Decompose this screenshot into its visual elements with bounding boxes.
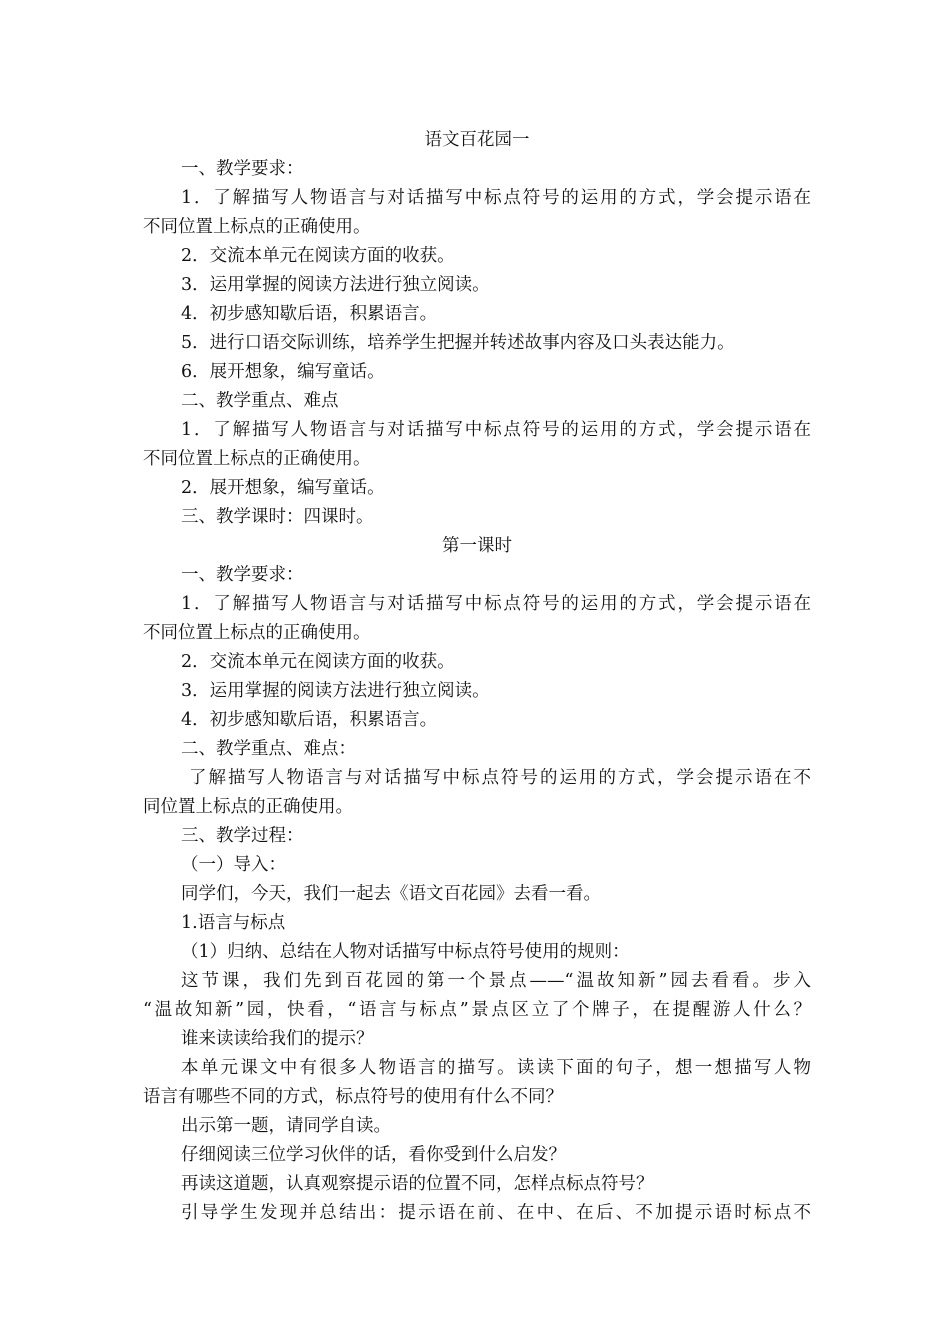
paragraph-line: 6．展开想象，编写童话。 — [181, 362, 385, 382]
paragraph-line: 仔细阅读三位学习伙伴的话，看你受到什么启发？ — [181, 1145, 566, 1165]
paragraph-line: 三、教学过程： — [181, 826, 304, 846]
paragraph-line: （一）导入： — [181, 855, 286, 875]
paragraph-line: 一、教学要求： — [181, 565, 304, 585]
paragraph-line: 4．初步感知歇后语，积累语言。 — [181, 710, 438, 730]
paragraph-line: 本单元课文中有很多人物语言的描写。读读下面的句子，想一想描写人物 — [181, 1058, 811, 1078]
paragraph-line: 同位置上标点的正确使用。 — [143, 797, 353, 817]
paragraph-line: 同学们，今天，我们一起去《语文百花园》去看一看。 — [181, 884, 601, 904]
paragraph-line: 语言有哪些不同的方式，标点符号的使用有什么不同？ — [143, 1087, 563, 1107]
paragraph-line: 这节课，我们先到百花园的第一个景点——“温故知新”园去看看。步入 — [181, 971, 811, 991]
paragraph-line: 2．交流本单元在阅读方面的收获。 — [181, 246, 455, 266]
paragraph-line: “温故知新”园，快看，“语言与标点”景点区立了个牌子，在提醒游人什么？ — [143, 1000, 811, 1020]
paragraph-line: 1．了解描写人物语言与对话描写中标点符号的运用的方式，学会提示语在 — [181, 188, 811, 208]
paragraph-line: 3．运用掌握的阅读方法进行独立阅读。 — [181, 681, 490, 701]
paragraph-line: 不同位置上标点的正确使用。 — [143, 449, 371, 469]
paragraph-line: （1）归纳、总结在人物对话描写中标点符号使用的规则： — [181, 942, 630, 962]
document-title: 语文百花园一 — [424, 130, 530, 150]
paragraph-line: 1．了解描写人物语言与对话描写中标点符号的运用的方式，学会提示语在 — [181, 594, 811, 614]
paragraph-line: 引导学生发现并总结出：提示语在前、在中、在后、不加提示语时标点不 — [181, 1203, 811, 1223]
paragraph-line: 1．了解描写人物语言与对话描写中标点符号的运用的方式，学会提示语在 — [181, 420, 811, 440]
section-title: 第一课时 — [442, 536, 512, 556]
paragraph-line: 三、教学课时：四课时。 — [181, 507, 374, 527]
paragraph-line: 3．运用掌握的阅读方法进行独立阅读。 — [181, 275, 490, 295]
paragraph-line: 4．初步感知歇后语，积累语言。 — [181, 304, 438, 324]
paragraph-line: 再读这道题，认真观察提示语的位置不同，怎样点标点符号？ — [181, 1174, 654, 1194]
paragraph-line: 2．交流本单元在阅读方面的收获。 — [181, 652, 455, 672]
paragraph-line: 5．进行口语交际训练，培养学生把握并转述故事内容及口头表达能力。 — [181, 333, 735, 353]
paragraph-line: 一、教学要求： — [181, 159, 304, 179]
paragraph-line: 出示第一题，请同学自读。 — [181, 1116, 391, 1136]
document-body — [143, 126, 811, 1228]
paragraph-line: 二、教学重点、难点 — [181, 391, 339, 411]
paragraph-line: 谁来读读给我们的提示？ — [181, 1029, 374, 1049]
paragraph-line: 二、教学重点、难点： — [181, 739, 356, 759]
paragraph-line: 1.语言与标点 — [181, 913, 286, 933]
paragraph-line: 不同位置上标点的正确使用。 — [143, 623, 371, 643]
paragraph-line: 了解描写人物语言与对话描写中标点符号的运用的方式，学会提示语在不 — [189, 768, 811, 788]
paragraph-line: 不同位置上标点的正确使用。 — [143, 217, 371, 237]
paragraph-line: 2．展开想象，编写童话。 — [181, 478, 385, 498]
